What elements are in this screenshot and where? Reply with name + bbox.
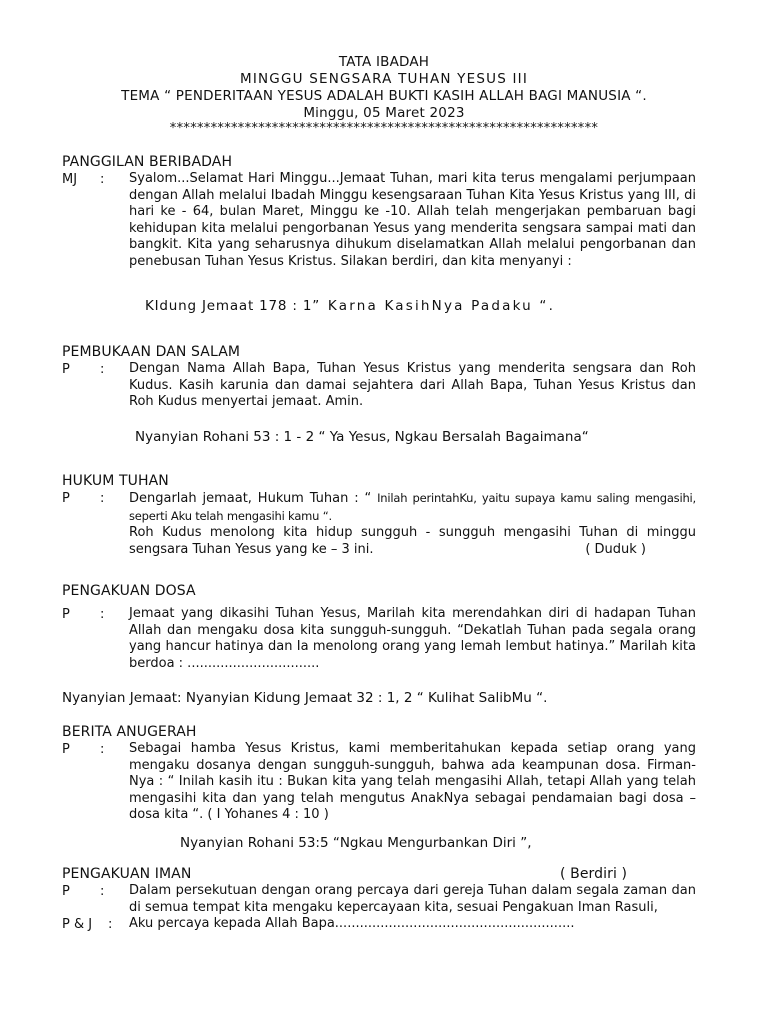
song-rohani-53-5: Nyanyian Rohani 53:5 “Ngkau Mengurbankan Diri ”,: [180, 835, 532, 851]
liturgy-row: [62, 361, 696, 411]
hukum-closing-text: Roh Kudus menolong kita hidup sungguh - sungguh mengasihi Tuhan di minggu sengsara Tuhan Yesus yang ke – 3 ini.: [129, 525, 696, 557]
liturgy-row: [62, 606, 696, 672]
section-pengakuan-iman: [62, 866, 696, 933]
liturgy-text: Jemaat yang dikasihi Tuhan Yesus, Marilah kita merendahkan diri di hadapan Tuhan Allah dan mengaku dosa kita sungguh-sungguh. “Dekatlah Tuhan pada segala orang yang hancur hatinya dan Ia menolong orang yang lemah lembut hatinya.” Marilah kita berdoa : ................................: [129, 606, 696, 671]
liturgy-row: [62, 171, 696, 270]
section-berita: [62, 724, 696, 824]
speaker-label: P: [62, 884, 70, 899]
section-panggilan: [62, 154, 696, 270]
colon: :: [100, 362, 105, 377]
section-heading: PEMBUKAAN DAN SALAM: [62, 344, 241, 360]
hukum-intro: Dengarlah jemaat, Hukum Tuhan : “: [129, 491, 372, 506]
theme-line: TEMA “ PENDERITAAN YESUS ADALAH BUKTI KASIH ALLAH BAGI MANUSIA “.: [121, 88, 647, 104]
posture-note: ( Berdiri ): [560, 866, 628, 882]
hukum-closing: [129, 525, 696, 558]
section-hukum: [62, 473, 696, 558]
section-heading: BERITA ANUGERAH: [62, 724, 197, 740]
colon: :: [100, 884, 105, 899]
song-kidung-178: [145, 298, 555, 315]
liturgy-row: [62, 741, 696, 824]
song-rohani-53: Nyanyian Rohani 53 : 1 - 2 “ Ya Yesus, Ngkau Bersalah Bagaimana“: [135, 429, 589, 445]
title-line: TATA IBADAH: [338, 54, 430, 70]
colon: :: [100, 607, 105, 622]
posture-note: ( Duduk ): [585, 541, 646, 557]
document-header: [0, 54, 768, 136]
song-prefix: KIdung Jemaat 178 : 1: [145, 298, 313, 314]
liturgy-text: Syalom...Selamat Hari Minggu...Jemaat Tuhan, mari kita terus mengalami perjumpaan dengan Allah melalui Ibadah Minggu kesengsaraan Tuhan Kita Yesus Kristus yang III, di hari ke - 64, bulan Maret, Minggu ke -10. Allah telah mengerjakan pembaruan bagi kehidupan kita melalui pengorbanan Yesus yang menderita sengsara sampai mati dan bangkit. Kita yang seharusnya dihukum diselamatkan Allah melalui pengorbanan dan penebusan Tuhan Yesus Kristus. Silakan berdiri, dan kita menyanyi :: [129, 171, 696, 269]
liturgy-row: [62, 916, 696, 933]
section-heading: PANGGILAN BERIBADAH: [62, 154, 233, 170]
colon: :: [100, 172, 105, 187]
song-kidung-32: Nyanyian Jemaat: Nyanyian Kidung Jemaat 32 : 1, 2 “ Kulihat SalibMu “.: [62, 690, 548, 706]
liturgy-text: [129, 490, 696, 558]
speaker-label: P: [62, 491, 70, 506]
liturgy-text: Dalam persekutuan dengan orang percaya dari gereja Tuhan dalam segala zaman dan di semua tempat kita mengaku kepercayaan kita, sesuai Pengakuan Iman Rasuli,: [129, 883, 696, 915]
liturgy-row: [62, 883, 696, 916]
section-heading-row: [62, 866, 696, 883]
hukum-quote: Inilah perintahKu, yaitu supaya kamu saling mengasihi, seperti Aku telah mengasihi kamu “.: [129, 491, 696, 523]
section-heading: PENGAKUAN IMAN: [62, 866, 192, 882]
separator-stars: ***************************************************************: [169, 121, 599, 136]
liturgy-row: [62, 490, 696, 558]
song-title: ” Karna KasihNya Padaku “.: [312, 298, 556, 314]
liturgy-text: Dengan Nama Allah Bapa, Tuhan Yesus Kristus yang menderita sengsara dan Roh Kudus. Kasih karunia dan damai sejahtera dari Allah Bapa, Tuhan Yesus Kristus dan Roh Kudus menyertai jemaat. Amin.: [129, 361, 696, 409]
speaker-label: P: [62, 607, 70, 622]
section-heading: PENGAKUAN DOSA: [62, 583, 196, 599]
liturgy-text: Sebagai hamba Yesus Kristus, kami memberitahukan kepada setiap orang yang mengaku dosanya dengan sungguh-sungguh, bahwa ada keampunan dosa. Firman-Nya : “ Inilah kasih itu : Bukan kita yang telah mengasihi Allah, tetapi Allah yang telah mengasihi kita dan yang telah mengutus AnakNya sebagai pendamaian bagi dosa – dosa kita “. ( I Yohanes 4 : 10 ): [129, 741, 696, 822]
section-pembukaan: [62, 344, 696, 411]
speaker-label: P: [62, 362, 70, 377]
date-line: Minggu, 05 Maret 2023: [303, 105, 465, 121]
section-pengakuan-dosa: [62, 583, 696, 672]
speaker-label: P: [62, 742, 70, 757]
colon: :: [108, 917, 113, 932]
colon: :: [100, 742, 105, 757]
subtitle-line: MINGGU SENGSARA TUHAN YESUS III: [239, 71, 529, 87]
speaker-label: MJ: [62, 172, 78, 187]
speaker-label: P & J: [62, 917, 93, 932]
colon: :: [100, 491, 105, 506]
section-heading: HUKUM TUHAN: [62, 473, 169, 489]
liturgy-text: Aku percaya kepada Allah Bapa..........................................................: [129, 916, 575, 931]
